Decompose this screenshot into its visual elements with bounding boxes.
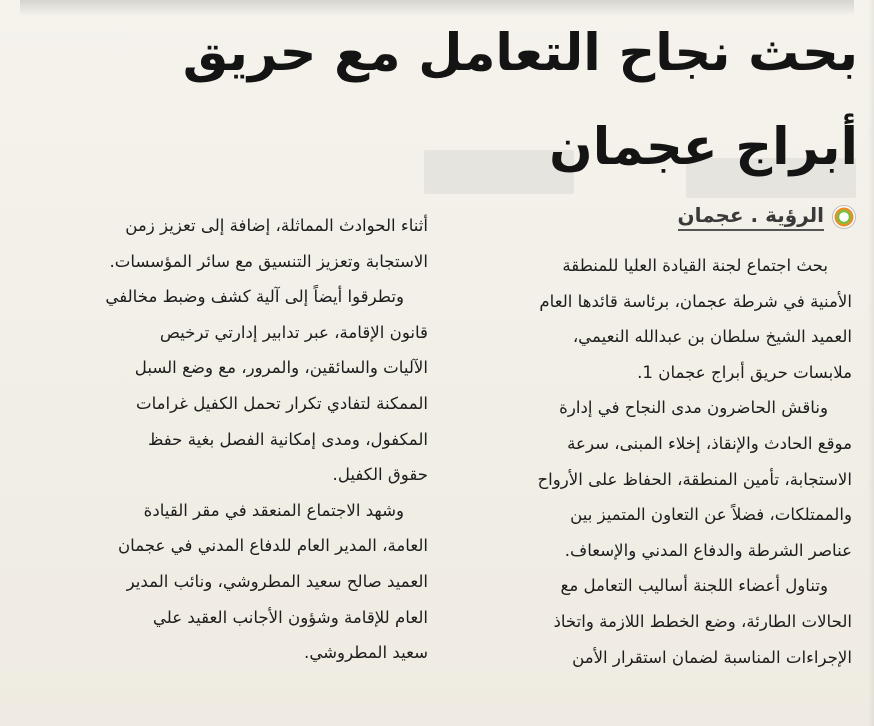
text-line: العامة، المدير العام للدفاع المدني في عجمان: [117, 536, 428, 556]
alroeya-logo-icon: [832, 205, 856, 229]
byline-source: الرؤية . عجمان: [678, 203, 824, 231]
text-line: والممتلكات، فضلاً عن التعاون المتميز بين: [570, 505, 852, 525]
text-line: العميد الشيخ سلطان بن عبدالله النعيمي،: [572, 327, 852, 347]
text-line: أثناء الحوادث المماثلة، إضافة إلى تعزيز زمن: [125, 216, 428, 235]
article-column-right: [447, 248, 852, 675]
text-line: الاستجابة وتعزيز التنسيق مع سائر المؤسسات.: [109, 251, 428, 271]
text-line: سعيد المطروشي.: [304, 643, 428, 663]
byline: [678, 203, 856, 231]
text-line: وناقش الحاضرون مدى النجاح في إدارة: [559, 398, 828, 418]
text-line: العميد صالح سعيد المطروشي، ونائب المدير: [126, 571, 428, 591]
text-line: الممكنة لتفادي تكرار تحمل الكفيل غرامات: [135, 393, 428, 413]
text-line: ملابسات حريق أبراج عجمان 1.: [637, 362, 852, 382]
text-line: الحالات الطارئة، وضع الخطط اللازمة واتخاذ: [553, 611, 852, 631]
text-line: العام للإقامة وشؤون الأجانب العقيد علي: [152, 607, 428, 627]
scan-edge: [868, 0, 874, 726]
text-line: المكفول، ومدى إمكانية الفصل بغية حفظ: [148, 429, 428, 449]
text-line: وتطرقوا أيضاً إلى آلية كشف وضبط مخالفي: [105, 287, 404, 307]
headline-line-1: بحث نجاح التعامل مع حريق: [182, 24, 858, 83]
text-line: الآليات والسائقين، والمرور، مع وضع السبل: [134, 358, 428, 378]
text-line: الأمنية في شرطة عجمان، برئاسة قائدها العام: [539, 291, 852, 311]
text-line: عناصر الشرطة والدفاع المدني والإسعاف.: [564, 540, 852, 560]
text-line: وتناول أعضاء اللجنة أساليب التعامل مع: [560, 576, 828, 596]
text-line: حقوق الكفيل.: [332, 465, 428, 485]
text-line: قانون الإقامة، عبر تدابير إدارتي ترخيص: [159, 322, 428, 342]
headline-line-2: أبراج عجمان: [549, 118, 858, 177]
text-line: الاستجابة، تأمين المنطقة، الحفاظ على الأرواح: [537, 469, 852, 489]
text-line: بحث اجتماع لجنة القيادة العليا للمنطقة: [562, 256, 828, 275]
text-line: موقع الحادث والإنقاذ، إخلاء المبنى، سرعة: [567, 433, 852, 453]
text-line: الإجراءات المناسبة لضمان استقرار الأمن: [572, 647, 852, 667]
text-line: وشهد الاجتماع المنعقد في مقر القيادة: [143, 500, 404, 520]
article-column-left: [16, 208, 428, 671]
